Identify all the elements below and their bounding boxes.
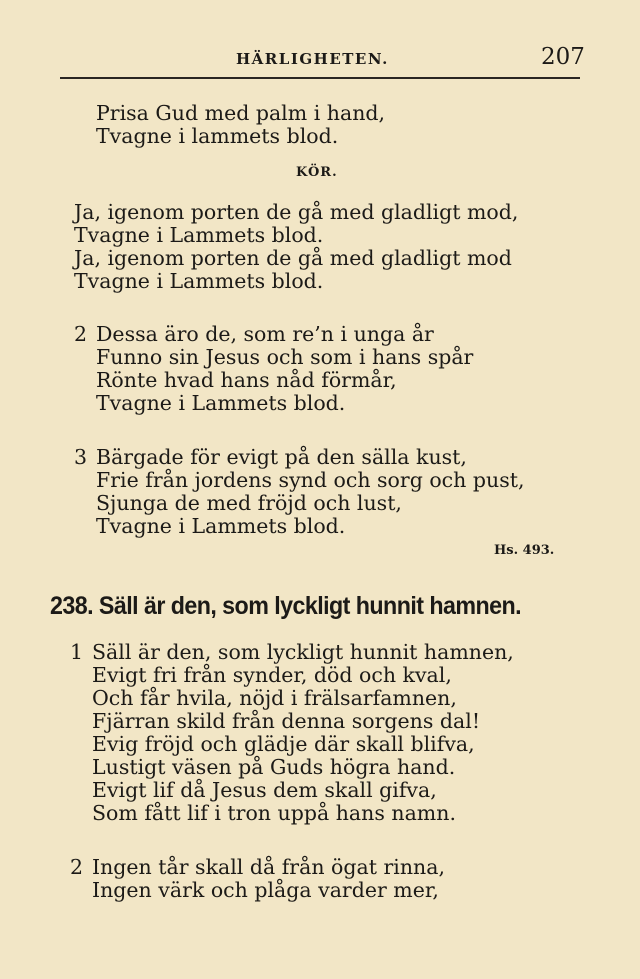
chorus-label: KÖR. [296,165,338,180]
page-number: 207 [541,44,585,70]
verse-line: Bärgade för evigt på den sälla kust, [96,445,467,469]
verse-number: 3 [74,445,88,469]
hymn-title: 238. Säll är den, som lyckligt hunnit hamnen. [50,592,522,620]
verse-line: Evigt fri från synder, död och kval, [92,663,452,687]
verse-line: Ingen värk och plåga varder mer, [92,878,439,902]
page-header [0,44,640,74]
hymn-reference: Hs. 493. [494,543,555,558]
verse-line: Rönte hvad hans nåd förmår, [96,368,397,392]
verse-line: Säll är den, som lyckligt hunnit hamnen, [92,640,514,664]
verse-line: Och får hvila, nöjd i frälsarfamnen, [92,686,457,710]
verse-line: Tvagne i Lammets blod. [96,514,346,538]
verse-line: Funno sin Jesus och som i hans spår [96,345,474,369]
verse-line: Evig fröjd och glädje där skall blifva, [92,732,475,756]
verse-line: Evigt lif då Jesus dem skall gifva, [92,778,437,802]
verse-line: Prisa Gud med palm i hand, [96,101,386,125]
verse-number: 2 [74,322,88,346]
chorus-line: Ja, igenom porten de gå med gladligt mod [74,246,512,270]
verse-number: 1 [70,640,84,664]
verse-line: Tvagne i Lammets blod. [96,391,346,415]
header-rule [60,77,580,79]
verse-line: Frie från jordens synd och sorg och pust, [96,468,525,492]
running-title: HÄRLIGHETEN. [236,50,389,68]
verse-line: Som fått lif i tron uppå hans namn. [92,801,456,825]
verse-line: Fjärran skild från denna sorgens dal! [92,709,481,733]
chorus-line: Tvagne i Lammets blod. [74,269,324,293]
verse-line: Ingen tår skall då från ögat rinna, [92,855,445,879]
verse-line: Dessa äro de, som re’n i unga år [96,322,434,346]
chorus-line: Tvagne i Lammets blod. [74,223,324,247]
verse-line: Lustigt väsen på Guds högra hand. [92,755,456,779]
verse-line: Tvagne i lammets blod. [96,124,339,148]
chorus-line: Ja, igenom porten de gå med gladligt mod, [74,200,519,224]
verse-number: 2 [70,855,84,879]
verse-line: Sjunga de med fröjd och lust, [96,491,402,515]
